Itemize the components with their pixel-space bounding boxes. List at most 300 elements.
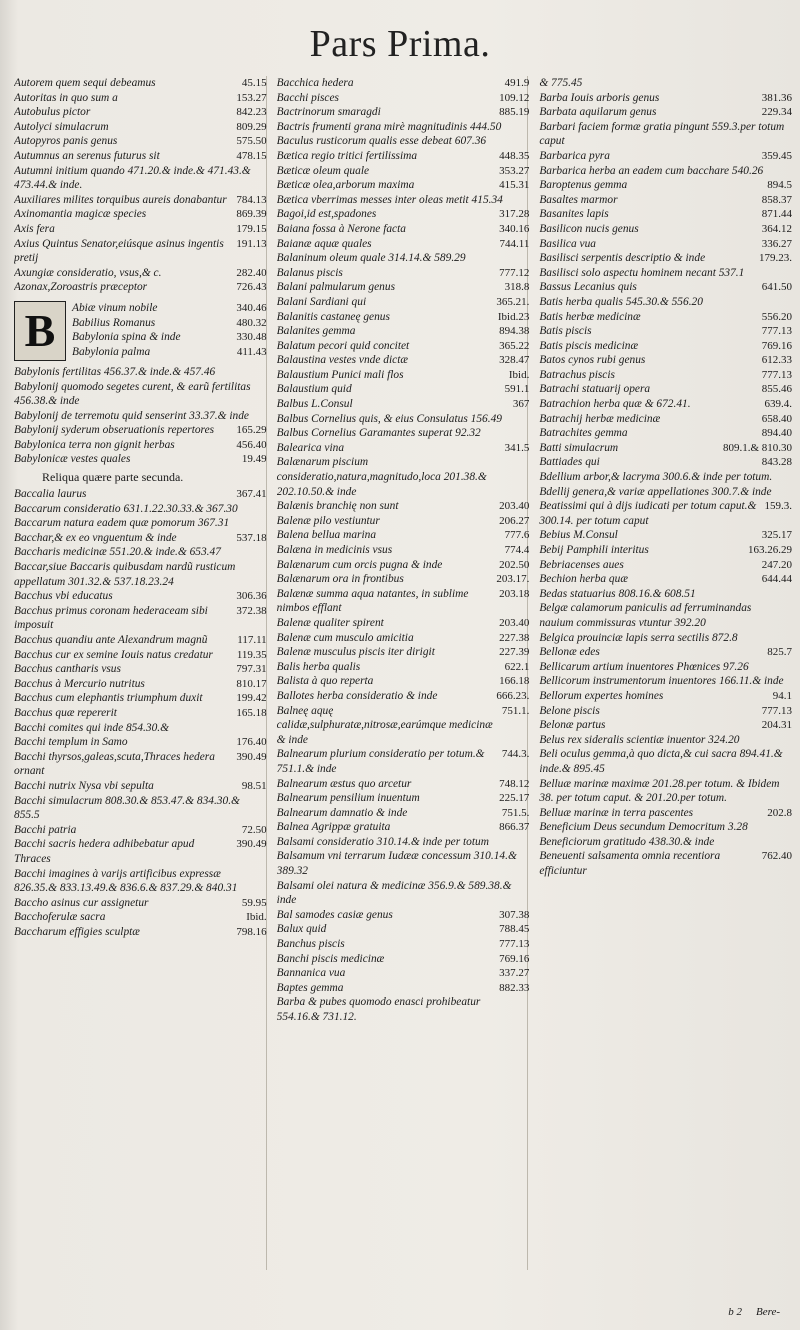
entry-reference: 119.35 bbox=[236, 648, 267, 661]
entry-reference: 777.12 bbox=[499, 266, 530, 279]
entry-reference: 225.17 bbox=[499, 792, 530, 805]
entry-term: Balatum pecori quid concitet bbox=[276, 339, 410, 352]
entry-reference: 575.50 bbox=[236, 135, 267, 148]
entry-term: Beneficiorum gratitudo 438.30.& inde bbox=[539, 835, 715, 848]
entry-term: Bacchi simulacrum 808.30.& 853.47.& 834.30.& 855.5 bbox=[14, 794, 240, 822]
entry-reference: 658.40 bbox=[761, 412, 793, 425]
entry-term: Bætica regio tritici fertilissima bbox=[276, 149, 418, 162]
index-entry bbox=[277, 251, 530, 266]
entry-reference: 478.15 bbox=[236, 149, 267, 162]
index-entry bbox=[277, 368, 530, 383]
index-entry bbox=[539, 193, 792, 208]
index-entry bbox=[72, 316, 267, 331]
entry-term: Belus rex sideralis scientiæ inuentor 324.20 bbox=[539, 733, 740, 746]
index-entry bbox=[14, 589, 267, 604]
entry-reference: 367 bbox=[512, 398, 530, 411]
index-column-1 bbox=[14, 76, 267, 1291]
entry-term: Bagoi,id est,spadones bbox=[276, 208, 377, 221]
index-entry bbox=[539, 295, 792, 310]
entry-term: Bdellium arbor,& lacryma 300.6.& inde per totum. bbox=[539, 471, 773, 484]
index-entry bbox=[14, 560, 267, 589]
entry-reference: 411.43 bbox=[236, 345, 267, 358]
index-entry bbox=[539, 266, 792, 281]
entry-reference: 769.16 bbox=[499, 952, 530, 965]
entry-reference: 365.22 bbox=[499, 339, 530, 352]
entry-term: Balnea Agrippæ gratuita bbox=[276, 821, 391, 834]
entry-reference: 340.46 bbox=[236, 301, 267, 314]
entry-term: Bacchus cantharis vsus bbox=[14, 663, 121, 676]
entry-term: Bellorum expertes homines bbox=[539, 689, 664, 702]
index-entry bbox=[277, 134, 530, 149]
entry-term: Basilica vua bbox=[539, 237, 596, 250]
index-entry bbox=[539, 572, 792, 587]
index-entry bbox=[277, 266, 530, 281]
index-entry bbox=[277, 310, 530, 325]
entry-term: Baccar,siue Baccaris quibusdam nardũ rusticum appellatum 301.32.& 537.18.23.24 bbox=[14, 561, 236, 588]
index-entry bbox=[539, 426, 792, 441]
entry-reference: 390.49 bbox=[236, 838, 267, 851]
entry-term: Beatissimi qui à dijs iudicati per totum caput.& 300.14. per totum caput bbox=[539, 500, 757, 527]
entry-term: Beli oculus gemma,à quo dicta,& cui sacra 894.41.& inde.& 895.45 bbox=[539, 748, 783, 775]
entry-term: Bacchoferulæ sacra bbox=[14, 911, 106, 924]
index-entry bbox=[14, 76, 267, 91]
entry-term: Axius Quintus Senator,eiúsque asinus ingentis pretij bbox=[14, 237, 224, 265]
entry-reference: 307.38 bbox=[499, 908, 530, 921]
dropcap-initial: B bbox=[14, 301, 66, 361]
entry-reference: 59.95 bbox=[241, 896, 267, 909]
entry-term: Autobulus pictor bbox=[14, 106, 91, 119]
index-entry bbox=[72, 301, 267, 316]
entry-term: Baculus rusticorum qualis esse debeat 607.36 bbox=[276, 135, 487, 148]
entry-term: Bal samodes casiæ genus bbox=[276, 908, 393, 921]
index-entry bbox=[539, 310, 792, 325]
index-entry bbox=[277, 791, 530, 806]
index-entry bbox=[14, 823, 267, 838]
entry-reference: 202.8 bbox=[767, 806, 793, 819]
index-entry bbox=[539, 178, 792, 193]
entry-term: Balaninum oleum quale 314.14.& 589.29 bbox=[276, 252, 466, 265]
entry-reference: 153.27 bbox=[236, 91, 267, 104]
entry-term: Balænis branchię non sunt bbox=[276, 500, 399, 513]
index-entry bbox=[539, 251, 792, 266]
entry-term: Balaustium Punici mali flos bbox=[276, 368, 404, 381]
entry-reference: 19.49 bbox=[241, 453, 267, 466]
entry-term: Basaltes marmor bbox=[539, 193, 618, 206]
entry-term: Balux quid bbox=[276, 923, 327, 936]
entry-term: Batrachites gemma bbox=[539, 427, 628, 440]
entry-reference: 788.45 bbox=[499, 923, 530, 936]
index-entry bbox=[539, 222, 792, 237]
entry-term: Auxiliares milites torquibus aureis donabantur bbox=[14, 193, 227, 206]
entry-term: Balbus Cornelius quis, & eius Consulatus 156.49 bbox=[276, 412, 502, 425]
index-entry bbox=[14, 794, 267, 823]
index-entry bbox=[539, 747, 792, 776]
entry-term: Bacchi nutrix Nysa vbi sepulta bbox=[14, 779, 154, 792]
index-entry bbox=[539, 324, 792, 339]
index-entry bbox=[14, 604, 267, 633]
index-entry bbox=[277, 689, 530, 704]
entry-reference: 748.12 bbox=[499, 777, 530, 790]
entry-reference: 882.33 bbox=[499, 981, 530, 994]
entry-term: Batos cynos rubi genus bbox=[539, 354, 646, 367]
entry-term: Bacchus vbi educatus bbox=[14, 590, 113, 603]
index-entry bbox=[277, 543, 530, 558]
page-title: Pars Prima. bbox=[309, 23, 491, 65]
entry-reference: 894.40 bbox=[761, 427, 793, 440]
index-entry bbox=[539, 382, 792, 397]
index-entry bbox=[539, 105, 792, 120]
index-entry bbox=[539, 674, 792, 689]
entry-reference: 777.13 bbox=[761, 704, 793, 717]
entry-reference: 866.37 bbox=[499, 821, 530, 834]
entry-term: Ballotes herba consideratio & inde bbox=[276, 689, 438, 702]
entry-term: Babylonij quomodo segetes curent, & earũ fertilitas 456.38.& inde bbox=[14, 380, 251, 408]
index-entry bbox=[14, 662, 267, 677]
index-entry bbox=[72, 330, 267, 345]
entry-reference: 206.27 bbox=[499, 514, 530, 527]
index-entry bbox=[539, 91, 792, 106]
entry-term: Babylonica terra non gignit herbas bbox=[14, 438, 175, 451]
index-column-3 bbox=[539, 76, 792, 1291]
index-entry bbox=[277, 616, 530, 631]
entry-reference: 858.37 bbox=[761, 193, 793, 206]
entry-reference: 359.45 bbox=[761, 149, 793, 162]
index-entry bbox=[277, 295, 530, 310]
entry-reference: 179.23. bbox=[759, 252, 793, 265]
entry-term: Babylonia spina & inde bbox=[72, 331, 181, 344]
entry-term: Bacchi imagines à varijs artificibus expressæ 826.35.& 833.13.49.& 836.6.& 837.29.& 840.31 bbox=[14, 867, 238, 895]
entry-term: Balenæ musculus piscis iter dirigit bbox=[276, 646, 435, 659]
index-entry bbox=[539, 412, 792, 427]
entry-term: Banchus piscis bbox=[276, 938, 345, 951]
entry-reference: 641.50 bbox=[761, 281, 793, 294]
entry-term: Balaustina vestes vnde dictæ bbox=[276, 354, 408, 367]
entry-term: Bacchus cum elephantis triumphum duxit bbox=[14, 692, 203, 705]
entry-reference: 330.48 bbox=[236, 331, 267, 344]
entry-term: Basilicon nucis genus bbox=[539, 222, 639, 235]
entry-term: Babylonij syderum obseruationis repertores bbox=[14, 424, 215, 437]
index-entry bbox=[14, 280, 267, 295]
index-entry bbox=[277, 995, 530, 1024]
entry-reference: 448.35 bbox=[499, 149, 530, 162]
entry-term: Baccharum effigies sculptæ bbox=[14, 925, 140, 938]
entry-term: Balnearum plurium consideratio per totum.& 751.1.& inde bbox=[276, 748, 485, 775]
entry-reference: 227.38 bbox=[499, 631, 530, 644]
entry-term: Balsami consideratio 310.14.& inde per totum bbox=[276, 835, 489, 848]
index-entry bbox=[539, 777, 792, 806]
entry-reference: 163.26.29 bbox=[748, 544, 793, 556]
entry-term: Bæticæ oleum quale bbox=[276, 164, 370, 177]
entry-term: Bannanica vua bbox=[276, 967, 346, 980]
index-entry bbox=[14, 677, 267, 692]
entry-term: Balani palmularum genus bbox=[276, 281, 396, 294]
entry-reference: 117.11 bbox=[237, 634, 267, 646]
entry-term: Batrachij herbæ medicinæ bbox=[539, 412, 661, 425]
entry-reference: 94.1 bbox=[772, 689, 793, 702]
index-entry bbox=[539, 485, 792, 500]
entry-term: Bassus Lecanius quis bbox=[539, 281, 637, 294]
index-entry bbox=[539, 470, 792, 485]
entry-reference: 179.15 bbox=[236, 222, 267, 235]
entry-reference: 229.34 bbox=[761, 106, 793, 119]
entry-reference: 45.15 bbox=[241, 77, 267, 89]
entry-term: Balnearum damnatio & inde bbox=[276, 806, 408, 819]
signature-mark: b 2 bbox=[728, 1306, 742, 1318]
entry-term: Axis fera bbox=[14, 222, 55, 235]
entry-term: Batrachi statuarij opera bbox=[539, 383, 651, 396]
entry-reference: 340.16 bbox=[499, 222, 530, 235]
index-entry bbox=[539, 207, 792, 222]
entry-reference: 328.47 bbox=[499, 354, 530, 367]
index-entry bbox=[14, 409, 267, 424]
entry-reference: 644.44 bbox=[761, 573, 793, 586]
index-entry bbox=[539, 718, 792, 733]
entry-term: Bebij Pamphili interitus bbox=[539, 544, 649, 556]
entry-term: Bacchi templum in Samo bbox=[14, 736, 128, 749]
index-entry bbox=[277, 193, 530, 208]
entry-term: Balearica vina bbox=[276, 441, 345, 454]
entry-term: Balæna in medicinis vsus bbox=[276, 544, 393, 556]
entry-term: Balnearum æstus quo arcetur bbox=[276, 777, 412, 790]
entry-reference: 336.27 bbox=[761, 237, 793, 250]
index-entry bbox=[277, 120, 530, 135]
index-entry bbox=[14, 222, 267, 237]
entry-term: Batis piscis medicinæ bbox=[539, 339, 639, 352]
index-entry bbox=[277, 280, 530, 295]
entry-term: Bacchica hedera bbox=[276, 77, 354, 89]
index-entry bbox=[539, 820, 792, 835]
entry-reference: 372.38 bbox=[236, 604, 267, 617]
index-entry bbox=[277, 747, 530, 776]
index-entry bbox=[277, 76, 530, 91]
entry-reference: 199.42 bbox=[236, 692, 267, 705]
index-entry bbox=[277, 426, 530, 441]
entry-term: Bæticæ olea,arborum maxima bbox=[276, 179, 415, 192]
entry-term: Balnearum pensilium inuentum bbox=[276, 792, 420, 805]
entry-term: Balanitis castaneę genus bbox=[276, 310, 390, 323]
index-entry bbox=[277, 966, 530, 981]
entry-term: Babylonij de terremotu quid senserint 33.37.& inde bbox=[14, 409, 249, 422]
entry-reference: 855.46 bbox=[761, 383, 793, 396]
entry-term: Bacchi patria bbox=[14, 823, 77, 836]
entry-term: Bacchi comites qui inde 854.30.& bbox=[14, 721, 170, 734]
entry-reference: 109.12 bbox=[499, 91, 530, 104]
entry-term: Balanus piscis bbox=[276, 266, 343, 279]
entry-term: Belgica prouinciæ lapis serra sectilis 872.8 bbox=[539, 631, 738, 644]
entry-reference: 798.16 bbox=[236, 925, 267, 938]
entry-reference: 176.40 bbox=[236, 736, 267, 749]
entry-term: Autoritas in quo sum a bbox=[14, 91, 118, 104]
entry-reference: 203.17. bbox=[496, 573, 530, 586]
index-entry bbox=[277, 674, 530, 689]
entry-reference: 337.27 bbox=[499, 967, 530, 980]
page-footer bbox=[728, 1306, 780, 1318]
index-entry bbox=[14, 779, 267, 794]
entry-term: Bacchus cur ex semine Iouis natus credatur bbox=[14, 648, 213, 661]
index-entry bbox=[277, 455, 530, 499]
index-entry bbox=[277, 981, 530, 996]
entry-term: Balenæ qualiter spirent bbox=[276, 616, 384, 629]
catchword: Bere- bbox=[755, 1306, 780, 1318]
entry-term: Bactris frumenti grana mirè magnitudinis 444.50 bbox=[276, 120, 502, 133]
index-entry bbox=[277, 645, 530, 660]
index-entry bbox=[14, 380, 267, 409]
entry-reference: 491.9 bbox=[504, 77, 530, 89]
index-entry bbox=[539, 558, 792, 573]
entry-reference: 203.18 bbox=[499, 587, 530, 600]
index-entry bbox=[277, 237, 530, 252]
index-entry bbox=[14, 120, 267, 135]
entry-reference: 777.13 bbox=[499, 938, 530, 951]
entry-term: Banchi piscis medicinæ bbox=[276, 952, 385, 965]
index-entry bbox=[539, 601, 792, 630]
index-entry bbox=[539, 455, 792, 470]
entry-term: Belonæ partus bbox=[539, 719, 606, 732]
index-entry bbox=[14, 545, 267, 560]
entry-term: Bdellij genera,& variæ appellationes 300.7.& inde bbox=[539, 485, 772, 498]
entry-term: & 775.45 bbox=[539, 77, 583, 89]
entry-term: Beneficium Deus secundum Democritum 3.28 bbox=[539, 821, 748, 834]
index-entry bbox=[277, 207, 530, 222]
index-entry bbox=[539, 587, 792, 602]
index-entry bbox=[539, 704, 792, 719]
entry-term: Balenæ pilo vestiuntur bbox=[276, 514, 380, 527]
entry-reference: 390.49 bbox=[236, 750, 267, 763]
entry-term: Bacchus quæ repererit bbox=[14, 706, 117, 719]
index-entry bbox=[14, 750, 267, 779]
entry-term: Baianæ aquæ quales bbox=[276, 237, 372, 250]
entry-reference: 98.51 bbox=[241, 779, 267, 792]
entry-term: Basilisci serpentis descriptio & inde bbox=[539, 252, 706, 265]
index-entry bbox=[539, 528, 792, 543]
entry-reference: 777.13 bbox=[761, 368, 793, 381]
entry-reference: 72.50 bbox=[241, 823, 267, 836]
index-entry bbox=[277, 412, 530, 427]
entry-term: Balaustium quid bbox=[276, 383, 352, 396]
index-entry bbox=[14, 516, 267, 531]
entry-reference: 777.13 bbox=[761, 325, 793, 338]
entry-reference: 769.16 bbox=[761, 339, 793, 352]
entry-term: Baiana fossa à Nerone facta bbox=[276, 222, 406, 235]
entry-reference: 203.40 bbox=[499, 500, 530, 513]
entry-reference: 726.43 bbox=[236, 281, 267, 294]
entry-term: Autopyros panis genus bbox=[14, 135, 118, 148]
index-entry bbox=[14, 502, 267, 517]
entry-reference: 612.33 bbox=[761, 354, 793, 367]
entry-reference: 247.20 bbox=[761, 558, 793, 571]
entry-term: Bacchi sacris hedera adhibebatur apud Thraces bbox=[14, 838, 195, 865]
index-entry bbox=[277, 149, 530, 164]
entry-reference: 784.13 bbox=[236, 193, 267, 206]
entry-term: Autumnus an serenus futurus sit bbox=[14, 149, 160, 162]
index-entry bbox=[277, 572, 530, 587]
entry-term: Batis herba qualis 545.30.& 556.20 bbox=[539, 295, 703, 308]
entry-term: Baptes gemma bbox=[276, 981, 344, 994]
entry-term: Beneuenti salsamenta omnia recentiora efficiuntur bbox=[539, 850, 721, 878]
entry-reference: 639.4. bbox=[764, 398, 793, 411]
entry-reference: 751.1. bbox=[501, 704, 530, 717]
index-entry bbox=[14, 648, 267, 663]
entry-term: Bellicarum artium inuentores Phœnices 97.26 bbox=[539, 660, 749, 673]
entry-reference: 325.17 bbox=[761, 529, 793, 542]
index-entry bbox=[539, 149, 792, 164]
index-entry bbox=[277, 164, 530, 179]
entry-term: Barbarica herba an eadem cum bacchare 540.26 bbox=[539, 164, 764, 177]
entry-reference: Ibid. bbox=[246, 911, 267, 924]
entry-reference: 843.28 bbox=[761, 456, 793, 469]
entry-reference: 159.3. bbox=[764, 500, 793, 513]
entry-reference: 353.27 bbox=[499, 164, 530, 177]
index-entry bbox=[14, 531, 267, 546]
index-entry bbox=[539, 280, 792, 295]
entry-term: Axungiæ consideratio, vsus,& c. bbox=[14, 266, 162, 279]
entry-reference: 364.12 bbox=[761, 222, 793, 235]
index-entry bbox=[277, 105, 530, 120]
entry-reference: 203.40 bbox=[499, 616, 530, 629]
entry-term: Autumni initium quando 471.20.& inde.& 471.43.& 473.44.& inde. bbox=[14, 164, 251, 192]
entry-term: Bechion herba quæ bbox=[539, 573, 628, 586]
entry-reference: 191.13 bbox=[236, 237, 267, 250]
index-entry bbox=[539, 368, 792, 383]
index-entry bbox=[14, 237, 267, 266]
index-entry bbox=[277, 397, 530, 412]
entry-reference: 480.32 bbox=[236, 316, 267, 329]
entry-reference: 894.38 bbox=[499, 325, 530, 338]
entry-reference: 456.40 bbox=[236, 438, 267, 451]
entry-term: Bacchi thyrsos,galeas,scuta,Thraces hedera ornant bbox=[14, 750, 215, 778]
entry-reference: 762.40 bbox=[761, 850, 793, 863]
index-entry bbox=[277, 849, 530, 878]
entry-term: Balani Sardiani qui bbox=[276, 295, 367, 308]
entry-reference: 227.39 bbox=[499, 646, 530, 659]
entry-term: Autorem quem sequi debeamus bbox=[14, 77, 156, 89]
index-entry bbox=[277, 922, 530, 937]
index-entry bbox=[14, 438, 267, 453]
entry-term: Balanites gemma bbox=[276, 325, 356, 338]
index-entry bbox=[14, 925, 267, 940]
entry-term: Balis herba qualis bbox=[276, 660, 361, 673]
entry-reference: 341.5 bbox=[504, 441, 530, 454]
index-entry bbox=[14, 896, 267, 911]
entry-term: Bacchus primus coronam hederaceam sibi imposuit bbox=[14, 604, 208, 632]
entry-term: Balbus Cornelius Garamantes superat 92.32 bbox=[276, 427, 481, 440]
entry-term: Balena bellua marina bbox=[276, 529, 377, 542]
index-entry bbox=[277, 324, 530, 339]
entry-reference: 797.31 bbox=[236, 663, 267, 676]
entry-term: Batti simulacrum bbox=[539, 441, 619, 454]
entry-term: Balænarum cum orcis pugna & inde bbox=[276, 558, 443, 571]
index-entry bbox=[14, 837, 267, 866]
entry-term: Belone piscis bbox=[539, 704, 600, 717]
entry-term: Batis herbæ medicinæ bbox=[539, 310, 641, 323]
entry-reference: 204.31 bbox=[761, 719, 793, 732]
entry-reference: 825.7 bbox=[767, 646, 793, 659]
entry-term: Belluæ marinæ maximæ 201.28.per totum. & Ibidem 38. per totum caput. & 201.20.per totum. bbox=[539, 777, 780, 805]
entry-reference: 869.39 bbox=[236, 208, 267, 221]
index-entry bbox=[277, 339, 530, 354]
entry-term: Bellonæ edes bbox=[539, 646, 600, 659]
entry-reference: 744.11 bbox=[499, 237, 530, 250]
index-entry bbox=[14, 266, 267, 281]
entry-reference: 367.41 bbox=[236, 488, 267, 501]
index-entry bbox=[277, 499, 530, 514]
index-entry bbox=[277, 937, 530, 952]
dropcap-block bbox=[14, 301, 267, 361]
index-column-2 bbox=[277, 76, 530, 1291]
index-entry bbox=[277, 587, 530, 616]
index-entry bbox=[277, 835, 530, 850]
entry-term: Balænarum ora in frontibus bbox=[276, 573, 404, 586]
